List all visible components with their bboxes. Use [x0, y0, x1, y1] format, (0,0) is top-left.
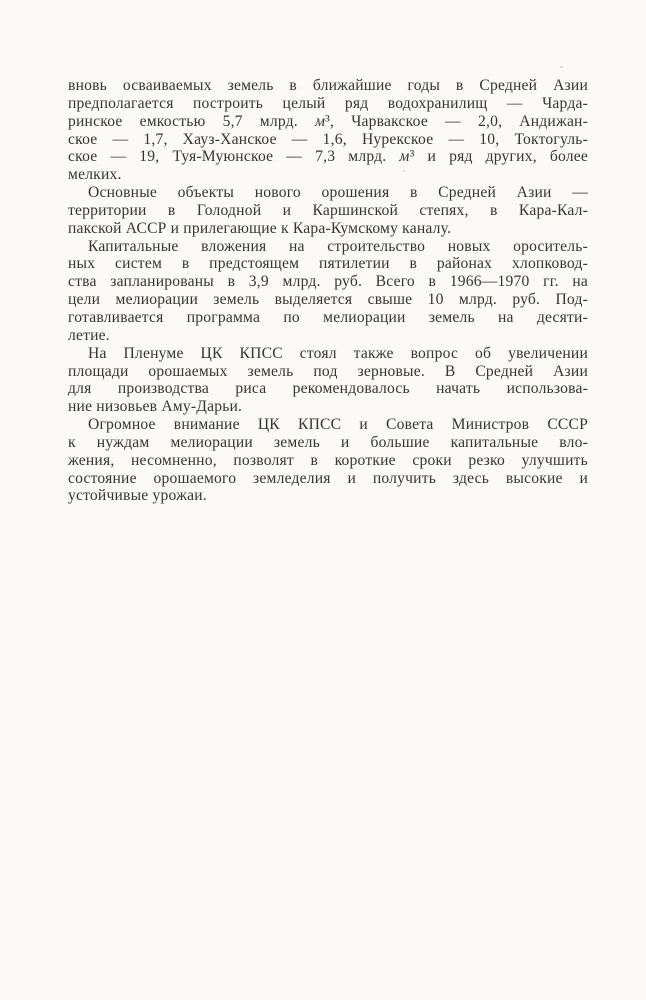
- text-line: летие.: [68, 326, 110, 344]
- text-line: Основные объекты нового орошения в Средней Азии —: [88, 184, 588, 202]
- text-line: к нуждам мелиорации земель и большие капитальные вло-: [68, 433, 588, 451]
- text-line: цели мелиорации земель выделяется свыше 10 млрд. руб. Под-: [68, 291, 588, 309]
- text-line: состояние орошаемого земледелия и получить здесь высокие и: [68, 469, 588, 487]
- text-line: пакской АССР и прилегающие к Кара-Кумскому каналу.: [68, 219, 452, 237]
- scan-speck: [560, 66, 563, 68]
- text-line: ние низовьев Аму-Дарьи.: [68, 398, 243, 416]
- text-line: ринское емкостью 5,7 млрд. м³, Чарвакское — 2,0, Андижан-: [68, 112, 588, 130]
- text-line: предполагается построить целый ряд водохранилищ — Чарда-: [68, 94, 588, 112]
- text-line: ства запланированы в 3,9 млрд. руб. Всего в 1966—1970 гг. на: [68, 273, 588, 291]
- text-line: площади орошаемых земель под зерновые. В Средней Азии: [68, 362, 588, 380]
- text-line: На Пленуме ЦК КПСС стоял также вопрос об увеличении: [88, 344, 588, 362]
- text-line: устойчивые урожаи.: [68, 487, 207, 505]
- text-line: Капитальные вложения на строительство новых ороситель-: [88, 237, 588, 255]
- text-line: мелких.: [68, 166, 122, 184]
- text-line: Огромное внимание ЦК КПСС и Совета Министров СССР: [88, 416, 588, 434]
- text-line: для производства риса рекомендовалось начать использова-: [68, 380, 588, 398]
- text-line: готавливается программа по мелиорации земель на десяти-: [68, 308, 588, 326]
- cubic-meter-unit: м: [399, 148, 410, 166]
- text-line: ское — 19, Туя-Муюнское — 7,3 млрд. м³ и ряд других, более: [68, 148, 588, 166]
- text-line: ское — 1,7, Хауз-Ханское — 1,6, Нурекское — 10, Токтогуль-: [68, 130, 588, 148]
- text-line: вновь осваиваемых земель в ближайшие годы в Средней Азии: [68, 77, 588, 94]
- text-line: ных систем в предстоящем пятилетии в районах хлопковод-: [68, 255, 588, 273]
- cubic-meter-unit: м: [314, 112, 326, 130]
- body-text: [68, 77, 588, 505]
- scan-speck: [403, 170, 405, 172]
- text-line: территории в Голодной и Каршинской степях, в Кара-Кал-: [68, 201, 588, 219]
- text-line: жения, несомненно, позволят в короткие сроки резко улучшить: [68, 451, 588, 469]
